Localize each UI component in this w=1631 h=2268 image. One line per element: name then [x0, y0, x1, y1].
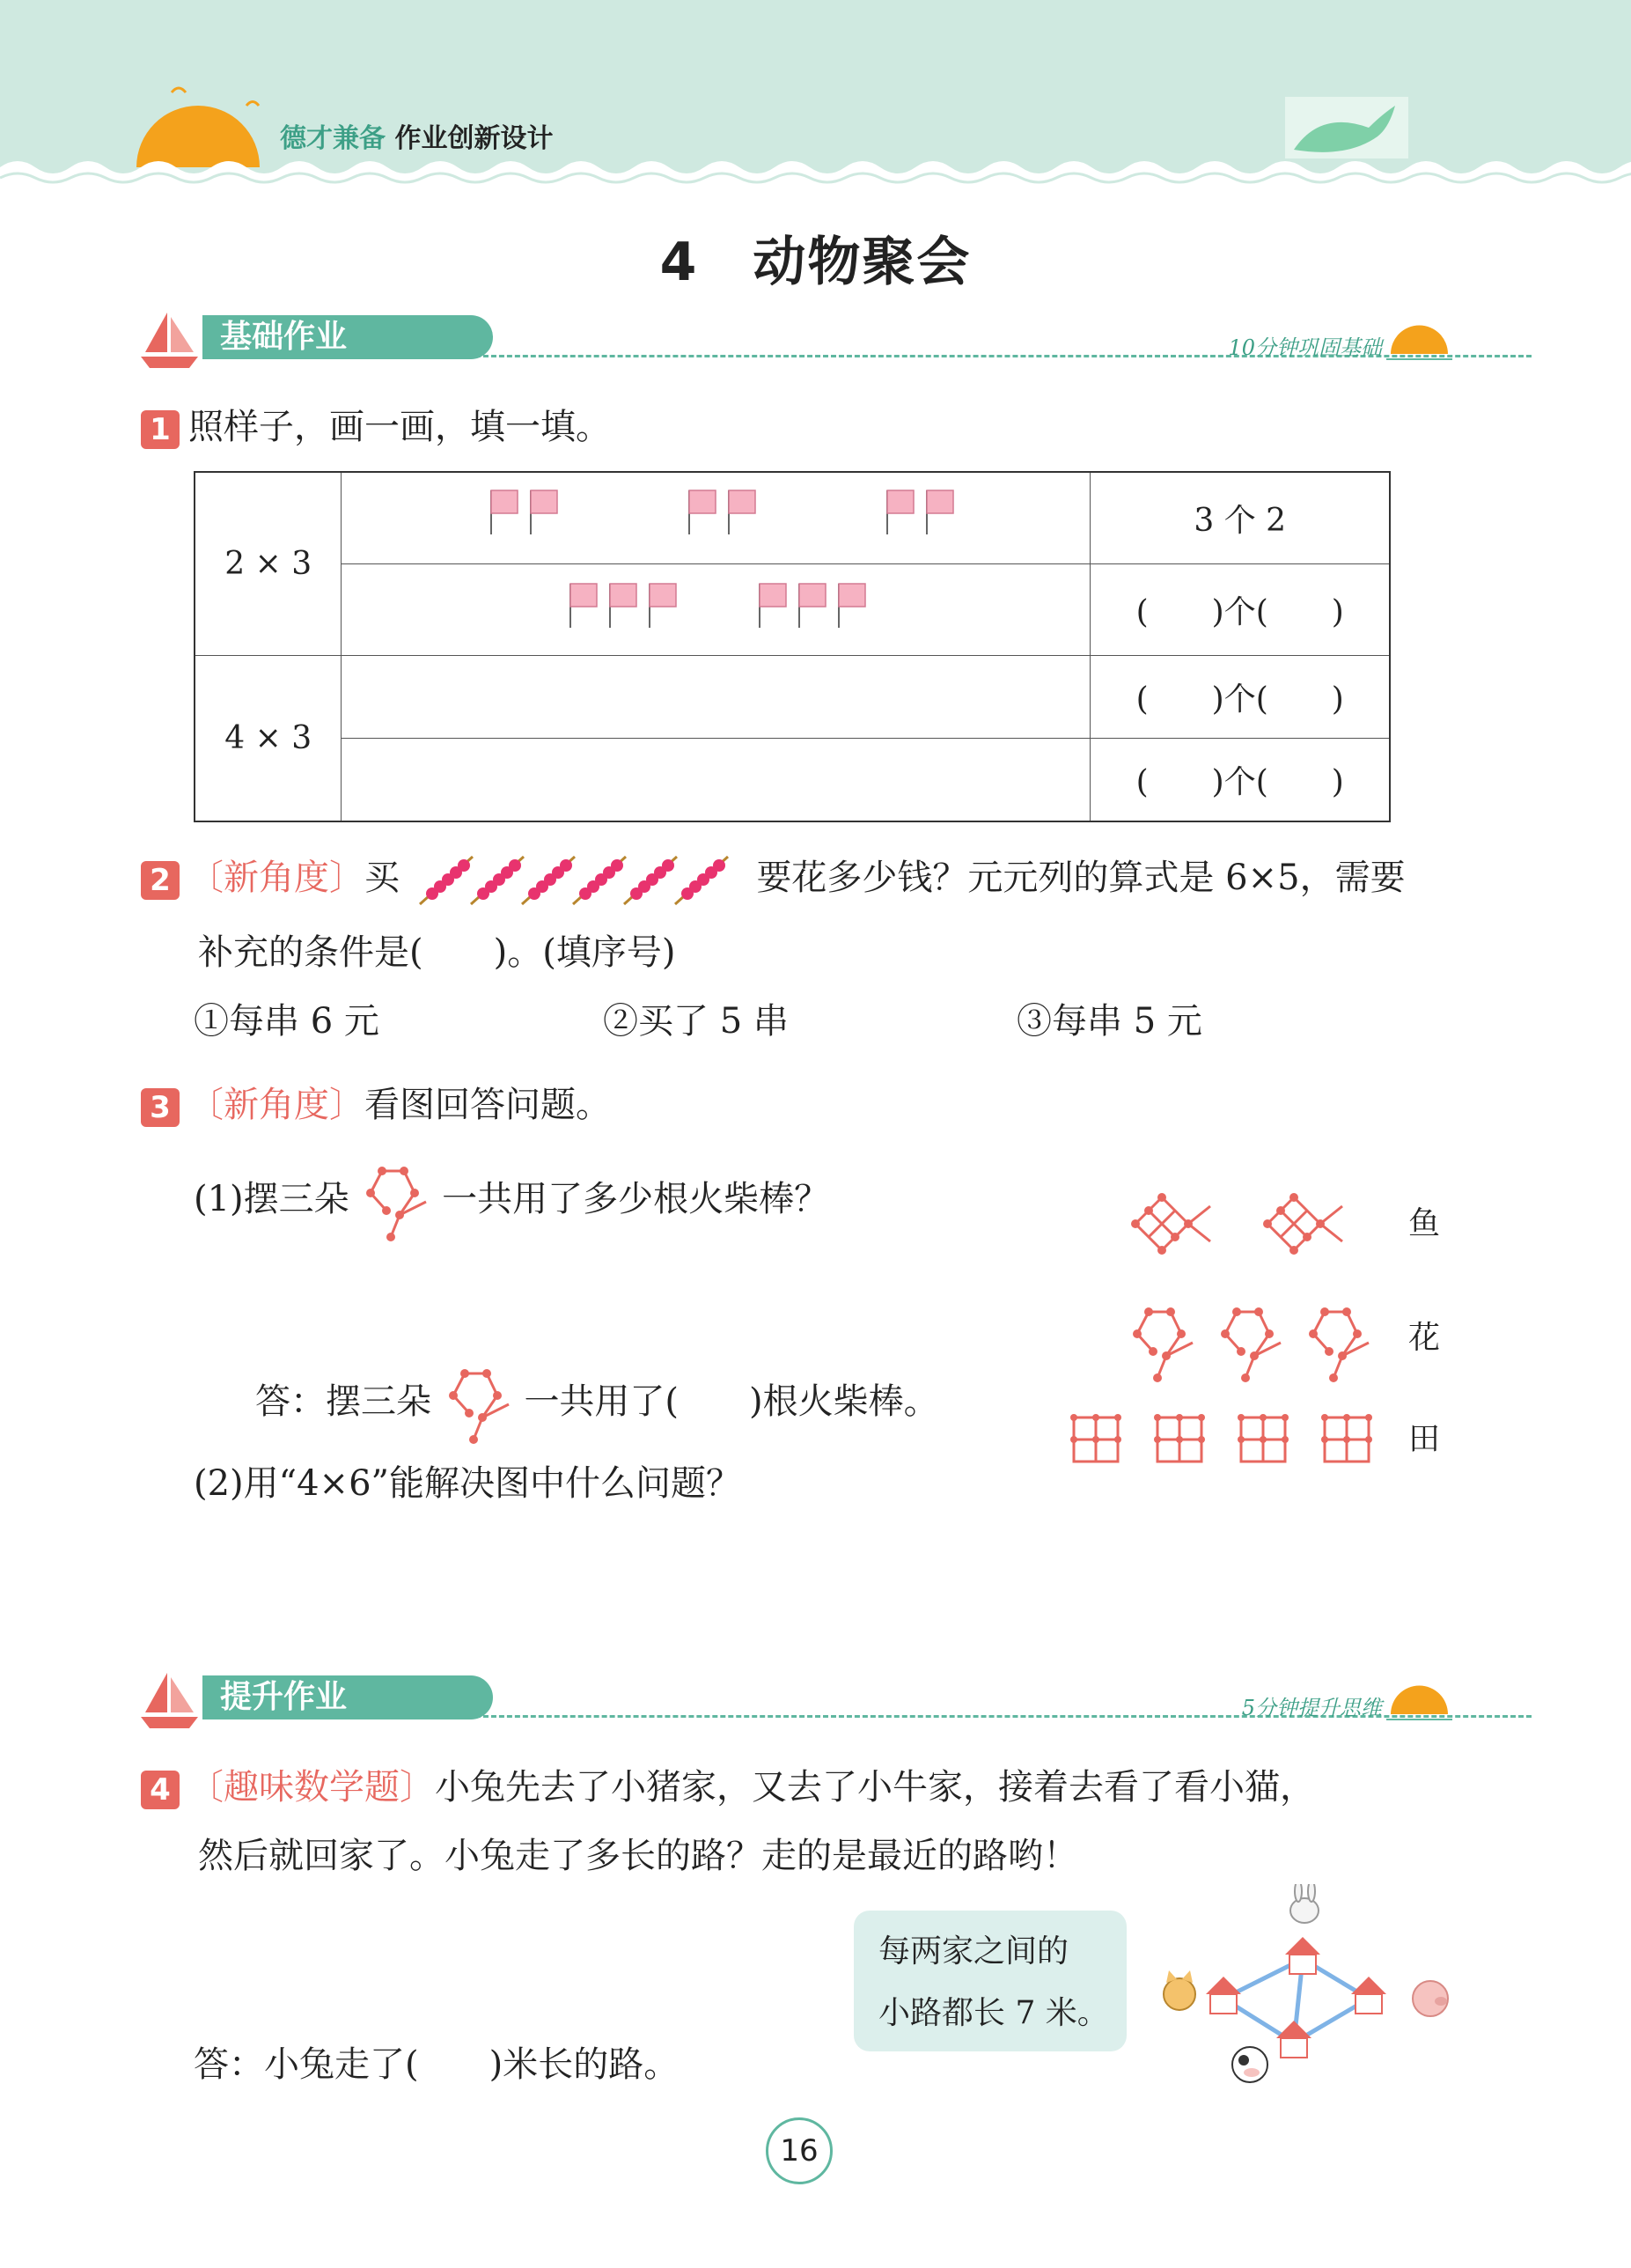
house-icon [1206, 1977, 1241, 2014]
haw-skewer-icon [471, 857, 524, 904]
route-map [1153, 1884, 1461, 2095]
q1-table [194, 471, 1391, 822]
boat-icon [141, 1668, 202, 1730]
question-text: (1)摆三朵 [194, 1179, 349, 1219]
flag-icon [570, 584, 597, 628]
table-cell-answer: 3 个 2 [1091, 472, 1390, 564]
section-banner-advanced [141, 1673, 1461, 1726]
answer-text: 答：摆三朵 [255, 1381, 431, 1422]
match-flower [1133, 1307, 1193, 1382]
flag-icon [887, 490, 914, 534]
section-title: 提升作业 [202, 1675, 493, 1719]
page-header [0, 0, 1631, 189]
option-2[interactable]: ②买了 5 串 [603, 1001, 789, 1042]
house-icon [1351, 1977, 1386, 2014]
question-text: 小兔先去了小猪家，又去了小牛家，接着去看了看小猫， [435, 1767, 1315, 1808]
match-flower [1309, 1307, 1369, 1382]
question-tag: 〔新角度〕 [188, 858, 364, 898]
brand-name: 德才兼备 [280, 123, 386, 154]
figure-label-flower: 花 [1408, 1320, 1441, 1356]
answer-4[interactable]: 答：小兔走了( )米长的路。 [194, 2044, 680, 2085]
match-fish [1263, 1193, 1342, 1255]
haw-skewer-icon [624, 857, 677, 904]
pig-icon [1413, 1981, 1448, 2016]
figure-label-fish: 鱼 [1408, 1205, 1441, 1241]
flag-group-3x2 [342, 564, 1090, 647]
sun-icon [1386, 1677, 1452, 1726]
answer-3-part-1 [255, 1365, 939, 1444]
table-cell-drawing-blank[interactable] [342, 656, 1091, 739]
section-time-tag: 10分钟巩固基础 [1228, 335, 1382, 360]
match-field [1070, 1414, 1121, 1462]
house-icon [1276, 2021, 1311, 2058]
question-3-part-2: (2)用“4×6”能解决图中什么问题？ [194, 1463, 741, 1504]
brand-subtitle: 作业创新设计 [394, 123, 554, 154]
flag-icon [650, 584, 676, 628]
page-number: 16 [766, 2117, 833, 2184]
flag-icon [610, 584, 636, 628]
table-cell-drawing [342, 472, 1091, 564]
table-cell-answer[interactable]: ( )个( ) [1091, 564, 1390, 656]
question-text: 然后就回家了。小兔走了多长的路？走的是最近的路哟！ [198, 1836, 1078, 1876]
candied-haws-icon [411, 850, 746, 911]
flag-icon [799, 584, 826, 628]
flag-icon [531, 490, 557, 534]
match-flower-icon [360, 1162, 430, 1241]
question-text: 要花多少钱？元元列的算式是 6×5，需要 [756, 858, 1406, 898]
flag-icon [689, 490, 716, 534]
rabbit-icon [1290, 1884, 1319, 1923]
match-fish [1131, 1193, 1210, 1255]
table-cell-expr: 4 × 3 [195, 656, 342, 821]
flag-icon [760, 584, 786, 628]
match-field [1321, 1414, 1372, 1462]
table-cell-drawing-blank[interactable] [342, 739, 1091, 821]
question-text: 补充的条件是( )。(填序号) [198, 932, 676, 973]
question-text: 照样子，画一画，填一填。 [188, 407, 611, 447]
match-field [1154, 1414, 1205, 1462]
section-banner-basic [141, 313, 1461, 365]
flag-icon [729, 490, 755, 534]
flag-icon [491, 490, 518, 534]
table-cell-answer[interactable]: ( )个( ) [1091, 739, 1390, 821]
flag-icon [839, 584, 865, 628]
haw-skewer-icon [573, 857, 626, 904]
sun-icon [1386, 317, 1452, 365]
hint-text: 小路都长 7 米。 [878, 1995, 1109, 2031]
cat-icon [1164, 1970, 1195, 2010]
question-text: 看图回答问题。 [364, 1085, 611, 1125]
section-title: 基础作业 [202, 315, 493, 359]
house-icon [1285, 1937, 1320, 1974]
question-tag: 〔新角度〕 [188, 1085, 364, 1125]
question-3 [141, 1079, 611, 1131]
question-2 [141, 850, 1461, 911]
question-3-part-1 [194, 1162, 829, 1241]
question-number: 3 [141, 1088, 180, 1127]
option-1[interactable]: ①每串 6 元 [194, 1001, 379, 1042]
figure-label-field: 田 [1408, 1421, 1441, 1457]
hint-text: 每两家之间的 [878, 1933, 1069, 1970]
answer-text[interactable]: 一共用了( )根火柴棒。 [524, 1381, 939, 1422]
table-cell-answer[interactable]: ( )个( ) [1091, 656, 1390, 739]
hint-box [854, 1911, 1127, 2051]
haw-skewer-icon [420, 857, 473, 904]
option-3[interactable]: ③每串 5 元 [1017, 1001, 1202, 1042]
match-field [1238, 1414, 1289, 1462]
cow-icon [1232, 2047, 1267, 2082]
question-1 [141, 401, 611, 453]
flag-icon [927, 490, 953, 534]
boat-icon [141, 308, 202, 370]
question-number: 4 [141, 1771, 180, 1809]
section-time-tag: 5分钟提升思维 [1241, 1696, 1382, 1720]
question-text: 买 [364, 858, 400, 898]
haw-skewer-icon [675, 857, 728, 904]
question-number: 2 [141, 861, 180, 900]
haw-skewer-icon [522, 857, 575, 904]
table-cell-expr: 2 × 3 [195, 472, 342, 656]
table-cell-drawing [342, 564, 1091, 656]
question-tag: 〔趣味数学题〕 [188, 1767, 435, 1808]
flag-group-2x3 [342, 473, 1090, 556]
match-flower [1221, 1307, 1281, 1382]
question-text: 一共用了多少根火柴棒？ [442, 1179, 830, 1219]
match-flower-icon [443, 1365, 513, 1444]
question-4 [141, 1761, 1461, 1814]
question-number: 1 [141, 410, 180, 449]
page-title: 4 动物聚会 [659, 232, 972, 293]
wave-border [0, 132, 1631, 189]
